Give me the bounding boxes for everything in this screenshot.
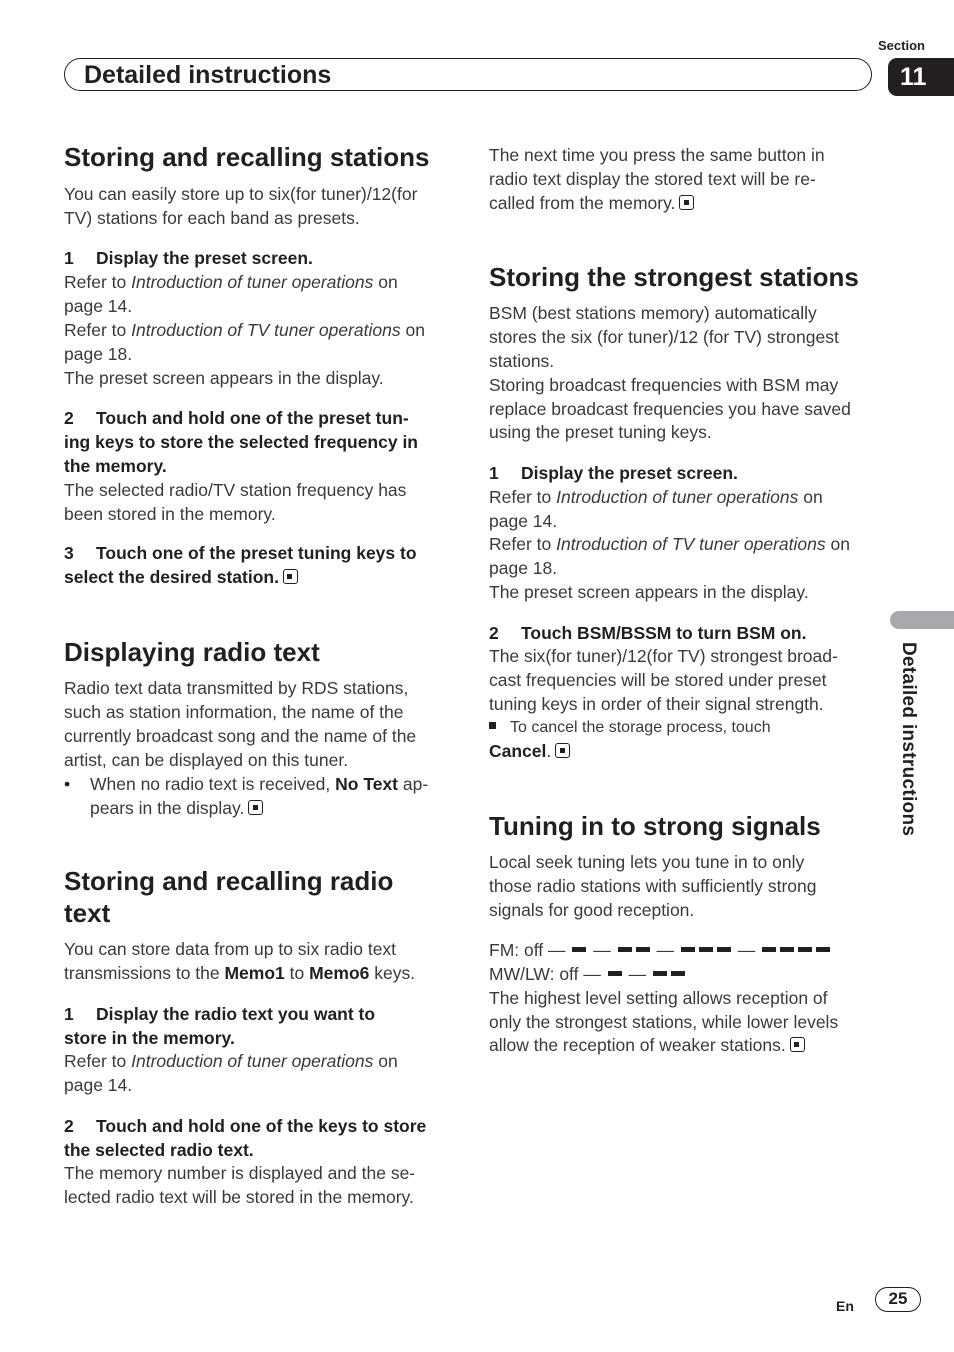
level-block-icon — [618, 947, 632, 952]
paragraph: radio text display the stored text will be re- — [489, 169, 816, 189]
paragraph: The next time you press the same button in — [489, 145, 825, 165]
reference: Introduction of tuner operations — [131, 1051, 374, 1071]
step-2 — [489, 621, 875, 645]
heading-storing-recalling-stations: Storing and recalling stations — [64, 142, 430, 172]
heading-storing-recalling-radio-text: Storing and recalling radio — [64, 866, 394, 896]
text: on — [798, 487, 823, 507]
text: Refer to — [64, 1051, 132, 1071]
level-block-icon — [681, 947, 695, 952]
text: keys. — [369, 963, 416, 983]
paragraph — [489, 532, 875, 556]
end-mark-icon — [555, 743, 570, 758]
bold-term: Memo1 — [224, 963, 285, 983]
heading-storing-recalling-radio-text-line2: text — [64, 898, 111, 928]
paragraph: page 18. — [489, 558, 558, 578]
level-block-icon — [671, 971, 685, 976]
level-4-indicator — [760, 940, 832, 960]
end-mark-icon — [283, 569, 298, 584]
step-number: 1 — [64, 248, 74, 268]
paragraph: You can store data from up to six radio text — [64, 939, 397, 959]
paragraph — [489, 485, 875, 509]
text: allow the reception of weaker stations. — [489, 1035, 786, 1055]
paragraph: stations. — [489, 351, 555, 371]
paragraph: The preset screen appears in the display. — [489, 582, 809, 602]
level-block-icon — [636, 947, 650, 952]
level-block-icon — [608, 971, 622, 976]
bold-term: Cancel — [489, 741, 547, 761]
end-mark-icon — [248, 800, 263, 815]
bold-term: No Text — [335, 774, 398, 794]
level-block-icon — [762, 947, 776, 952]
step-1 — [64, 1002, 454, 1026]
paragraph: page 14. — [64, 296, 133, 316]
paragraph: replace broadcast frequencies you have saved — [489, 399, 851, 419]
note-text: To cancel the storage process, touch — [510, 719, 771, 736]
paragraph — [64, 318, 454, 342]
step-text: Touch and hold one of the preset tun- — [96, 408, 409, 428]
fm-level-scale — [489, 938, 832, 962]
step-text: Display the radio text you want to — [96, 1004, 376, 1024]
paragraph: The six(for tuner)/12(for TV) strongest broad- — [489, 646, 838, 666]
reference: Introduction of tuner operations — [131, 272, 374, 292]
fm-label: FM: off — — [489, 940, 566, 960]
mw-level-indicators — [606, 964, 687, 984]
paragraph: page 14. — [64, 1075, 133, 1095]
reference: Introduction of TV tuner operations — [556, 534, 826, 554]
step-text: Touch and hold one of the keys to store — [96, 1116, 427, 1136]
heading-tuning-strong-signals: Tuning in to strong signals — [489, 811, 821, 841]
level-separator: — — [588, 940, 616, 960]
side-tab-marker — [890, 611, 954, 629]
level-block-icon — [717, 947, 731, 952]
paragraph: The selected radio/TV station frequency has — [64, 480, 407, 500]
paragraph: tuning keys in order of their signal strength. — [489, 694, 824, 714]
text: Refer to — [64, 320, 132, 340]
step-text: Display the preset screen. — [521, 463, 738, 483]
note-line — [489, 739, 875, 763]
side-tab-label: Detailed instructions — [898, 642, 919, 837]
paragraph: artist, can be displayed on this tuner. — [64, 750, 349, 770]
paragraph: lected radio text will be stored in the memory. — [64, 1187, 414, 1207]
text: pears in the display. — [90, 798, 245, 818]
text: . — [546, 741, 552, 761]
level-block-icon — [780, 947, 794, 952]
step-2 — [64, 1114, 454, 1138]
paragraph: Storing broadcast frequencies with BSM may — [489, 375, 839, 395]
section-label: Section — [878, 38, 925, 53]
paragraph: stores the six (for tuner)/12 (for TV) strongest — [489, 327, 839, 347]
paragraph: those radio stations with sufficiently strong — [489, 876, 817, 896]
end-mark-icon — [679, 195, 694, 210]
level-1-indicator — [570, 940, 588, 960]
paragraph — [489, 1033, 875, 1057]
text: transmissions to the — [64, 963, 225, 983]
section-number-tab: 11 — [888, 58, 954, 96]
step-number: 1 — [64, 1004, 74, 1024]
bullet-text — [90, 772, 454, 796]
paragraph: Local seek tuning lets you tune in to only — [489, 852, 805, 872]
level-block-icon — [699, 947, 713, 952]
level-3-indicator — [679, 940, 733, 960]
text: on — [373, 1051, 398, 1071]
step-3 — [64, 541, 454, 565]
note — [489, 716, 875, 740]
bullet-icon: • — [64, 774, 71, 794]
paragraph: The preset screen appears in the display. — [64, 368, 384, 388]
text: on — [825, 534, 850, 554]
step-text: Display the preset screen. — [96, 248, 313, 268]
level-block-icon — [816, 947, 830, 952]
fm-level-indicators — [570, 940, 832, 960]
step-2-line: the memory. — [64, 456, 167, 476]
level-block-icon — [572, 947, 586, 952]
paragraph: cast frequencies will be stored under preset — [489, 670, 827, 690]
end-mark-icon — [790, 1037, 805, 1052]
heading-storing-strongest-stations: Storing the strongest stations — [489, 262, 859, 292]
step-text: Touch BSM/BSSM to turn BSM on. — [521, 623, 807, 643]
step-2-line: the selected radio text. — [64, 1140, 254, 1160]
paragraph — [64, 270, 454, 294]
paragraph: TV) stations for each band as presets. — [64, 208, 360, 228]
paragraph: been stored in the memory. — [64, 504, 276, 524]
paragraph: using the preset tuning keys. — [489, 422, 712, 442]
step-text: select the desired station. — [64, 567, 279, 587]
step-number: 1 — [489, 463, 499, 483]
heading-displaying-radio-text: Displaying radio text — [64, 637, 320, 667]
paragraph — [64, 961, 454, 985]
step-text: Touch one of the preset tuning keys to — [96, 543, 417, 563]
paragraph: page 18. — [64, 344, 133, 364]
page-number: 25 — [875, 1287, 921, 1312]
paragraph: signals for good reception. — [489, 900, 695, 920]
bold-term: Memo6 — [309, 963, 370, 983]
note-square-icon — [489, 722, 496, 729]
step-number: 2 — [489, 623, 499, 643]
paragraph: such as station information, the name of the — [64, 702, 404, 722]
level-1-indicator — [606, 964, 624, 984]
level-separator: — — [623, 964, 651, 984]
paragraph: page 14. — [489, 511, 558, 531]
level-2-indicator — [651, 964, 687, 984]
step-number: 2 — [64, 408, 74, 428]
level-block-icon — [653, 971, 667, 976]
text: ap- — [398, 774, 429, 794]
level-separator: — — [732, 940, 761, 960]
paragraph: The memory number is displayed and the se- — [64, 1163, 416, 1183]
text: on — [400, 320, 425, 340]
text: called from the memory. — [489, 193, 676, 213]
text: on — [373, 272, 398, 292]
step-1 — [489, 461, 875, 485]
text: Refer to — [489, 487, 557, 507]
text: When no radio text is received, — [90, 774, 336, 794]
step-2-line: ing keys to store the selected frequency in — [64, 432, 418, 452]
paragraph — [64, 1049, 454, 1073]
step-3-line — [64, 565, 454, 589]
text: Refer to — [64, 272, 132, 292]
language-label: En — [836, 1298, 854, 1314]
reference: Introduction of TV tuner operations — [131, 320, 401, 340]
step-number: 2 — [64, 1116, 74, 1136]
text: to — [284, 963, 310, 983]
paragraph: The highest level setting allows reception of — [489, 988, 828, 1008]
level-separator: — — [651, 940, 679, 960]
paragraph: Radio text data transmitted by RDS stations, — [64, 678, 409, 698]
mw-level-scale — [489, 962, 687, 986]
paragraph: only the strongest stations, while lower levels — [489, 1012, 839, 1032]
step-1-line: store in the memory. — [64, 1028, 235, 1048]
reference: Introduction of tuner operations — [556, 487, 799, 507]
paragraph: currently broadcast song and the name of the — [64, 726, 417, 746]
text: Refer to — [489, 534, 557, 554]
level-block-icon — [798, 947, 812, 952]
step-number: 3 — [64, 543, 74, 563]
step-1 — [64, 246, 454, 270]
paragraph — [489, 191, 875, 215]
page-header-title: Detailed instructions — [84, 61, 332, 89]
mw-label: MW/LW: off — — [489, 964, 601, 984]
bullet-text — [90, 796, 454, 820]
step-2 — [64, 406, 454, 430]
paragraph: BSM (best stations memory) automatically — [489, 303, 817, 323]
paragraph: You can easily store up to six(for tuner)/12(for — [64, 184, 418, 204]
level-2-indicator — [616, 940, 652, 960]
